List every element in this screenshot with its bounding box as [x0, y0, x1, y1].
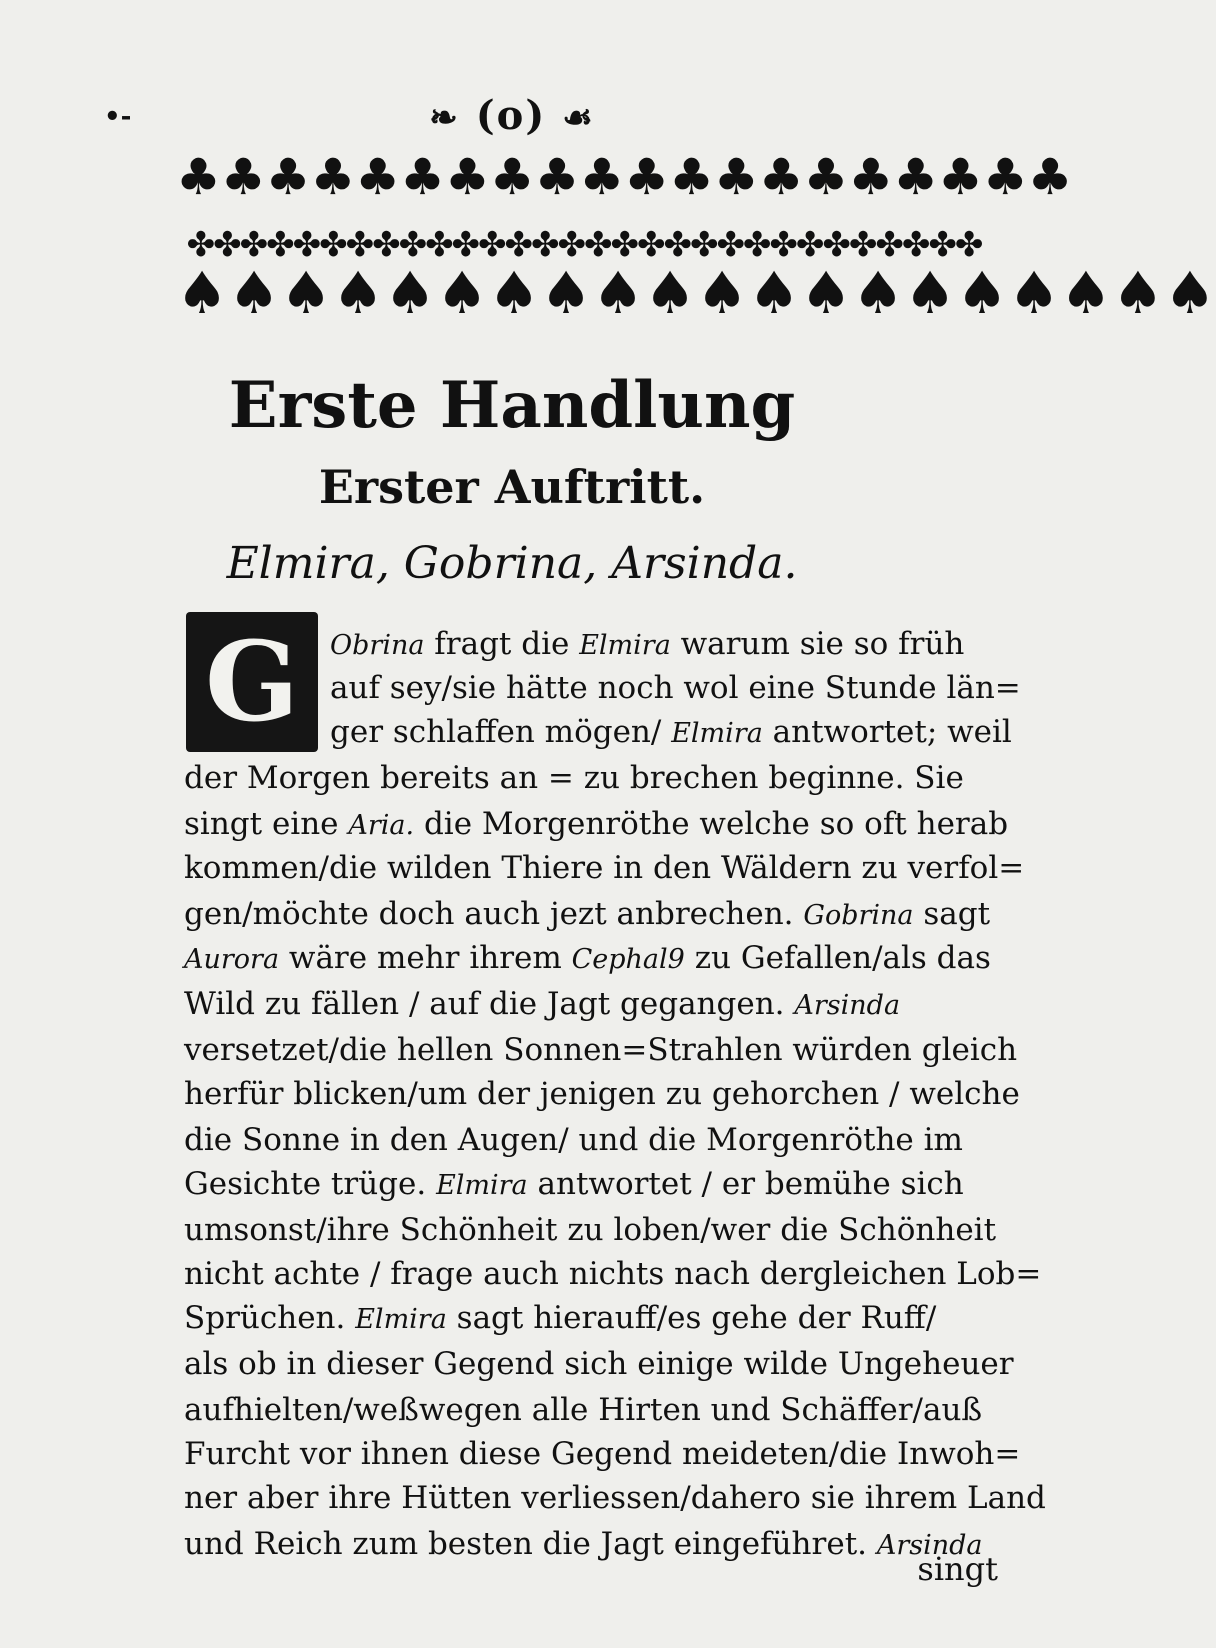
- character-name: Elmira: [355, 1304, 447, 1335]
- text-run: und Reich zum besten die Jagt eingeführet.: [184, 1526, 877, 1562]
- text-line: [330, 712, 1012, 754]
- characters-line: Elmira, Gobrina, Arsinda.: [226, 538, 798, 589]
- text-run: nicht achte / frage auch nichts nach dergleichen Lob=: [184, 1256, 1042, 1292]
- text-line: [184, 1164, 964, 1206]
- text-line: [330, 668, 1021, 708]
- text-line: [184, 1344, 1014, 1384]
- character-name: Cephal9: [571, 944, 685, 975]
- page-number: (o): [475, 92, 547, 139]
- left-ornament-icon: ❧: [429, 98, 460, 138]
- decorated-initial: G: [186, 612, 318, 752]
- text-run: als ob in dieser Gegend sich einige wilde Ungeheuer: [184, 1346, 1014, 1382]
- act-title: Erste Handlung: [228, 368, 796, 443]
- text-run: ger schlaffen mögen/: [330, 714, 672, 750]
- ornament-band-middle: ✤✤✤✤✤✤✤✤✤✤✤✤✤✤✤✤✤✤✤✤✤✤✤✤✤✤✤✤✤✤: [186, 225, 982, 265]
- text-line: [184, 1524, 983, 1566]
- character-name: Aria.: [348, 810, 415, 841]
- text-line: [184, 1120, 963, 1160]
- page-header: [0, 92, 1024, 139]
- text-line: [184, 1030, 1017, 1070]
- text-run: wäre mehr ihrem: [279, 940, 572, 976]
- scene-title: Erster Auftritt.: [318, 460, 706, 514]
- character-name: Arsinda: [876, 1530, 983, 1561]
- text-run: fragt die: [424, 626, 580, 662]
- text-line: [184, 1254, 1041, 1294]
- ornament-band-top: ♣♣♣♣♣♣♣♣♣♣♣♣♣♣♣♣♣♣♣♣: [176, 148, 1073, 206]
- character-name: Arsinda: [794, 990, 901, 1021]
- text-line: [184, 1210, 996, 1250]
- text-run: singt eine: [184, 806, 349, 842]
- text-line: [184, 1074, 1020, 1114]
- text-run: die Sonne in den Augen/ und die Morgenröthe im: [184, 1122, 963, 1158]
- text-run: zu Gefallen/als das: [684, 940, 991, 976]
- text-run: sagt hierauff/es gehe der Ruff/: [446, 1300, 937, 1336]
- text-run: auf sey/sie hätte noch wol eine Stunde län=: [330, 670, 1021, 706]
- text-run: kommen/die wilden Thiere in den Wäldern zu verfol=: [184, 850, 1025, 886]
- catchword: singt: [917, 1550, 998, 1588]
- text-run: herfür blicken/um der jenigen zu gehorchen / welche: [184, 1076, 1020, 1112]
- text-line: [184, 1434, 1020, 1474]
- text-line: [184, 1390, 982, 1430]
- text-run: antwortet; weil: [762, 714, 1012, 750]
- character-name: Elmira: [579, 630, 671, 661]
- text-line: [184, 848, 1024, 888]
- text-run: ner aber ihre Hütten verliessen/dahero sie ihrem Land: [184, 1480, 1046, 1516]
- text-run: Gesichte trüge.: [184, 1166, 437, 1202]
- character-name: Gobrina: [803, 900, 914, 931]
- text-run: gen/möchte doch auch jezt anbrechen.: [184, 896, 804, 932]
- text-run: umsonst/ihre Schönheit zu loben/wer die Schönheit: [184, 1212, 997, 1248]
- text-line: [184, 1298, 936, 1340]
- text-run: der Morgen bereits an = zu brechen beginne. Sie: [184, 760, 964, 796]
- character-name: Elmira: [436, 1170, 528, 1201]
- text-run: die Morgenröthe welche so oft herab: [414, 806, 1009, 842]
- character-name: Elmira: [671, 718, 763, 749]
- character-name: Obrina: [330, 630, 425, 661]
- text-line: [184, 938, 991, 980]
- text-line: [184, 804, 1008, 846]
- right-ornament-icon: ☙: [562, 98, 595, 138]
- text-line: [330, 624, 964, 666]
- text-run: antwortet / er bemühe sich: [527, 1166, 964, 1202]
- text-run: versetzet/die hellen Sonnen=Strahlen würden gleich: [184, 1032, 1018, 1068]
- character-name: Aurora: [184, 944, 280, 975]
- text-run: aufhielten/weßwegen alle Hirten und Schäffer/auß: [184, 1392, 983, 1428]
- ornament-band-bottom: ♠♠♠♠♠♠♠♠♠♠♠♠♠♠♠♠♠♠♠♠: [176, 259, 1216, 327]
- text-line: [184, 894, 990, 936]
- text-run: Sprüchen.: [184, 1300, 356, 1336]
- text-run: Furcht vor ihnen diese Gegend meideten/die Inwoh=: [184, 1436, 1021, 1472]
- text-run: Wild zu fällen / auf die Jagt gegangen.: [184, 986, 795, 1022]
- text-run: warum sie so früh: [670, 626, 965, 662]
- text-line: [184, 1478, 1046, 1518]
- text-run: sagt: [913, 896, 991, 932]
- margin-mark: •-: [104, 102, 132, 132]
- text-line: [184, 758, 964, 798]
- text-line: [184, 984, 900, 1026]
